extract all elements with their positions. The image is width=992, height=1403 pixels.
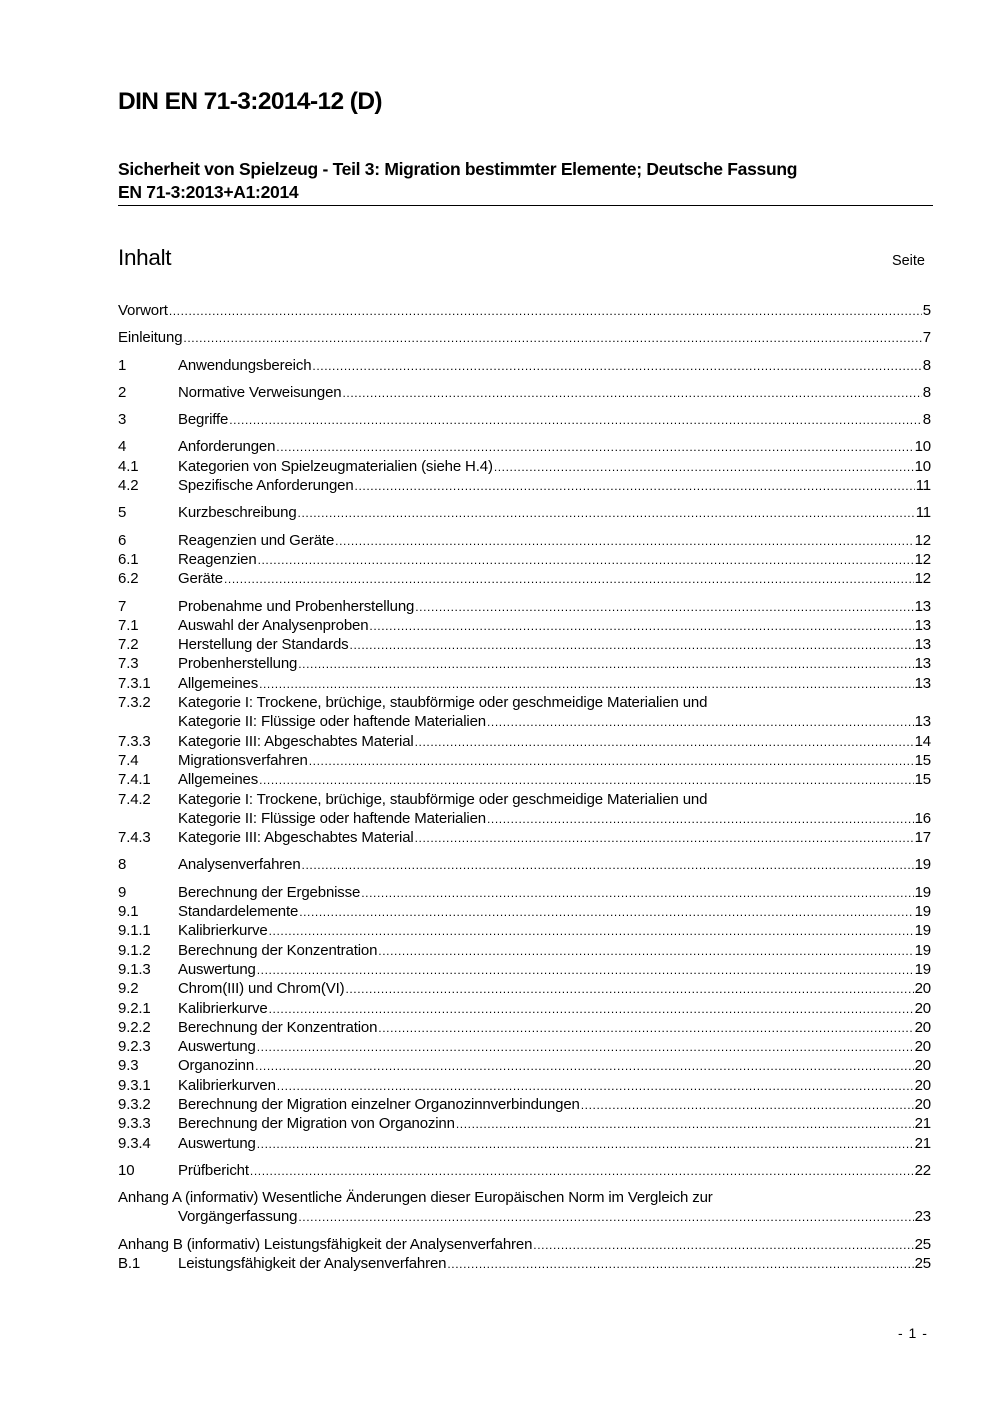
toc-entry-title: Standardelemente [178,903,299,921]
toc-entry[interactable] [118,855,931,874]
toc-leader-dots [299,902,913,922]
toc-entry-page: 20 [914,1038,931,1056]
toc-entry-page: 25 [914,1255,931,1273]
toc-entry-page: 8 [922,383,931,401]
toc-entry[interactable] [118,301,931,320]
toc-entry-title: Chrom(III) und Chrom(VI) [178,980,345,998]
toc-entry-title: Kategorien von Spielzeugmaterialien (siehe H.4) [178,457,493,475]
toc-entry[interactable] [118,1114,931,1133]
toc-leader-dots [257,1037,914,1057]
toc-entry[interactable] [118,550,931,569]
toc-entry-number: 4.1 [118,457,139,475]
toc-entry[interactable] [118,751,931,770]
toc-entry-page: 8 [922,356,931,374]
toc-entry[interactable] [118,1056,931,1075]
toc-entry-page: 15 [914,751,931,769]
toc-leader-dots [447,1254,913,1274]
toc-leader-dots [229,410,922,430]
toc-entry[interactable] [118,790,931,809]
toc-entry[interactable] [118,770,931,789]
toc-entry-number: 7.3.3 [118,732,151,750]
toc-entry-title-continuation: Kategorie II: Flüssige oder haftende Materialien [178,713,486,731]
toc-entry[interactable] [118,1076,931,1095]
toc-entry-title: Vorwort [118,302,168,319]
toc-entry-title: Kalibrierkurven [178,1076,276,1094]
toc-entry-number: 4 [118,438,127,456]
toc-leader-dots [259,674,914,694]
toc-entry-page: 5 [922,302,931,319]
toc-leader-dots [533,1235,913,1255]
toc-entry-number: 10 [118,1161,135,1179]
toc-leader-dots [335,531,913,551]
toc-entry-page: 19 [914,960,931,978]
toc-entry[interactable] [118,569,931,588]
toc-entry-page: 13 [914,597,931,615]
toc-heading: Inhalt [118,245,172,270]
toc-entry-title: Kurzbeschreibung [178,504,297,522]
toc-entry-number: 9.1 [118,903,139,921]
toc-entry-number: 9.1.2 [118,941,151,959]
toc-entry-title: Probenherstellung [178,655,298,673]
toc-leader-dots [277,1076,914,1096]
toc-entry-continuation[interactable] [118,712,931,731]
toc-entry-number: 7.3.1 [118,674,151,692]
table-of-contents [118,301,931,1273]
toc-entry-page: 19 [914,883,931,901]
toc-entry-title: Kalibrierkurve [178,999,268,1017]
toc-entry-title: Herstellung der Standards [178,636,349,654]
toc-entry[interactable] [118,531,931,550]
toc-entry-number: 7.1 [118,616,139,634]
toc-entry-number: 7.4 [118,751,139,769]
toc-entry-page: 10 [914,438,931,456]
toc-entry[interactable] [118,1095,931,1114]
toc-leader-dots [487,809,914,829]
toc-entry-title: Auswertung [178,1134,256,1152]
document-title: DIN EN 71-3:2014-12 (D) [118,88,382,115]
toc-entry-number: 3 [118,411,127,429]
toc-entry-number: 6 [118,531,127,549]
toc-leader-dots [276,437,913,457]
toc-entry[interactable] [118,503,931,522]
toc-entry-page: 12 [914,570,931,588]
toc-leader-dots [415,828,914,848]
toc-entry-title: Reagenzien und Geräte [178,531,335,549]
toc-entry-page: 25 [914,1235,931,1253]
toc-entry-title: Allgemeines [178,771,259,789]
toc-entry[interactable] [118,356,931,375]
toc-entry-number: 5 [118,504,127,522]
toc-entry-number: 9.3.2 [118,1095,151,1113]
toc-entry[interactable] [118,902,931,921]
toc-leader-dots [298,1207,913,1227]
toc-entry-page: 19 [914,922,931,940]
toc-entry-number: 9.2.2 [118,1018,151,1036]
toc-entry[interactable] [118,635,931,654]
toc-leader-dots [378,941,913,961]
toc-entry-page: 21 [914,1115,931,1133]
toc-entry-page: 20 [914,999,931,1017]
toc-entry-page: 13 [914,674,931,692]
toc-entry[interactable] [118,1134,931,1153]
toc-entry-title: Einleitung [118,329,183,347]
toc-entry-page: 19 [914,856,931,874]
toc-entry-title: Berechnung der Ergebnisse [178,883,361,901]
toc-entry-number: 7.4.3 [118,829,151,847]
toc-entry-title: Berechnung der Migration von Organozinn [178,1115,455,1133]
toc-leader-dots [257,960,914,980]
subtitle-line-2: EN 71-3:2013+A1:2014 [118,182,299,202]
toc-entry-title: Kategorie III: Abgeschabtes Material [178,829,414,847]
toc-leader-dots [183,328,921,348]
toc-leader-dots [456,1114,914,1134]
toc-entry-title: Begriffe [178,411,229,429]
toc-leader-dots [494,457,914,477]
toc-entry-number: 9.1.1 [118,922,151,940]
toc-entry-title: Probenahme und Probenherstellung [178,597,415,615]
toc-leader-dots [250,1161,914,1181]
toc-leader-dots [345,979,913,999]
toc-leader-dots [309,751,914,771]
toc-entry-continuation[interactable] [118,809,931,828]
toc-entry-page: 20 [914,980,931,998]
toc-entry-title: Prüfbericht [178,1161,249,1179]
toc-entry[interactable] [118,883,931,902]
toc-entry-page: 12 [914,531,931,549]
toc-entry[interactable] [118,616,931,635]
toc-entry-number: 6.1 [118,550,139,568]
toc-leader-dots [269,999,914,1019]
toc-entry-number: 7.2 [118,636,139,654]
toc-entry-number: 6.2 [118,570,139,588]
toc-entry[interactable] [118,476,931,495]
toc-leader-dots [581,1095,914,1115]
toc-entry-title: Normative Verweisungen [178,383,342,401]
toc-entry-page: 20 [914,1018,931,1036]
toc-entry-number: 7.4.2 [118,790,151,808]
toc-entry-continuation[interactable] [118,1207,931,1226]
toc-entry-title: Spezifische Anforderungen [178,477,354,495]
toc-entry-title: Migrationsverfahren [178,751,308,769]
toc-entry-title: Auswertung [178,960,256,978]
toc-entry[interactable] [118,1037,931,1056]
toc-entry-page: 20 [914,1057,931,1075]
toc-leader-dots [312,356,921,376]
subtitle-line-1: Sicherheit von Spielzeug - Teil 3: Migration bestimmter Elemente; Deutsche Fassung [118,159,798,179]
toc-entry-number: 9.3 [118,1057,139,1075]
toc-entry[interactable] [118,383,931,402]
toc-leader-dots [355,476,915,496]
toc-leader-dots [298,654,913,674]
toc-entry[interactable] [118,828,931,847]
toc-entry-number: 9.3.4 [118,1134,151,1152]
toc-entry-title: Auswahl der Analysenproben [178,616,369,634]
toc-leader-dots [298,503,915,523]
toc-entry-page: 13 [914,616,931,634]
toc-entry-title: Geräte [178,570,223,588]
toc-entry-title: Anforderungen [178,438,276,456]
toc-entry-title: Anhang A (informativ) Wesentliche Änderungen dieser Europäischen Norm im Vergleich zur [118,1189,713,1207]
toc-entry-title: Organozinn [178,1057,255,1075]
toc-entry-number: 9.2.1 [118,999,151,1017]
toc-entry[interactable] [118,1161,931,1180]
toc-entry-title-continuation: Vorgängerfassung [178,1208,298,1226]
toc-entry[interactable] [118,328,931,347]
toc-entry-title-continuation: Kategorie II: Flüssige oder haftende Materialien [178,809,486,827]
toc-entry[interactable] [118,732,931,751]
toc-entry[interactable] [118,1235,931,1254]
toc-entry-page: 7 [922,329,931,347]
toc-entry-number: 9.2.3 [118,1038,151,1056]
toc-entry-number: B.1 [118,1255,141,1273]
toc-entry-title: Berechnung der Konzentration [178,941,378,959]
toc-leader-dots [369,616,913,636]
toc-entry-number: 7.4.1 [118,771,151,789]
toc-entry[interactable] [118,960,931,979]
toc-entry-page: 22 [914,1161,931,1179]
toc-entry-number: 2 [118,383,127,401]
toc-entry-page: 19 [914,903,931,921]
toc-entry-title: Berechnung der Migration einzelner Organozinnverbindungen [178,1095,580,1113]
title-divider [118,205,933,206]
toc-entry-page: 11 [915,477,931,495]
toc-entry-number: 8 [118,856,127,874]
toc-entry-title: Anwendungsbereich [178,356,312,374]
toc-entry-page: 20 [914,1095,931,1113]
toc-entry-number: 7.3 [118,655,139,673]
toc-leader-dots [255,1056,914,1076]
toc-entry-page: 10 [914,457,931,475]
toc-entry-page: 15 [914,771,931,789]
toc-entry-number: 9.2 [118,980,139,998]
toc-leader-dots [257,1134,914,1154]
toc-entry-title: Analysenverfahren [178,856,301,874]
toc-entry-page: 17 [914,829,931,847]
document-subtitle [118,158,797,204]
toc-entry-title: Kategorie I: Trockene, brüchige, staubförmige oder geschmeidige Materialien und [178,694,708,712]
toc-entry-number: 9.3.1 [118,1076,151,1094]
toc-entry-title: Allgemeines [178,674,259,692]
toc-entry-page: 21 [914,1134,931,1152]
toc-entry-page: 13 [914,655,931,673]
toc-entry[interactable] [118,1018,931,1037]
toc-entry-number: 7 [118,597,127,615]
toc-entry-page: 12 [914,550,931,568]
toc-entry-page: 23 [914,1208,931,1226]
toc-entry-title: Berechnung der Konzentration [178,1018,378,1036]
toc-entry-title: Leistungsfähigkeit der Analysenverfahren [178,1255,447,1273]
toc-entry-title: Kalibrierkurve [178,922,268,940]
toc-entry-title: Anhang B (informativ) Leistungsfähigkeit der Analysenverfahren [118,1235,533,1253]
toc-entry-page: 13 [914,713,931,731]
toc-entry[interactable] [118,410,931,429]
toc-entry-number: 9.3.3 [118,1115,151,1133]
toc-entry[interactable] [118,693,931,712]
toc-entry[interactable] [118,437,931,456]
page-number: - 1 - [898,1325,928,1341]
toc-entry[interactable] [118,999,931,1018]
toc-leader-dots [342,383,921,403]
toc-entry[interactable] [118,674,931,693]
toc-leader-dots [258,550,914,570]
toc-leader-dots [361,883,913,903]
toc-entry-number: 4.2 [118,477,139,495]
toc-entry[interactable] [118,941,931,960]
toc-entry-number: 7.3.2 [118,694,151,712]
toc-leader-dots [269,921,914,941]
toc-entry-page: 16 [914,809,931,827]
toc-entry-page: 11 [915,504,931,522]
toc-entry-number: 9 [118,883,127,901]
toc-entry-title: Reagenzien [178,550,257,568]
toc-page-column-label: Seite [891,253,925,269]
toc-entry[interactable] [118,1188,931,1207]
toc-entry-number: 1 [118,356,127,374]
toc-entry[interactable] [118,597,931,616]
toc-entry-page: 8 [922,411,931,429]
toc-entry-title: Kategorie III: Abgeschabtes Material [178,732,414,750]
toc-entry[interactable] [118,654,931,673]
toc-entry[interactable] [118,1254,931,1273]
toc-entry-number: 9.1.3 [118,960,151,978]
toc-entry-page: 19 [914,941,931,959]
toc-entry[interactable] [118,921,931,940]
toc-entry-page: 13 [914,636,931,654]
toc-leader-dots [169,301,922,321]
toc-entry-page: 14 [914,732,931,750]
toc-entry-title: Kategorie I: Trockene, brüchige, staubförmige oder geschmeidige Materialien und [178,790,708,808]
toc-leader-dots [259,770,914,790]
toc-leader-dots [302,855,914,875]
toc-leader-dots [415,732,914,752]
toc-leader-dots [224,569,914,589]
toc-entry-title: Auswertung [178,1038,256,1056]
toc-leader-dots [487,712,914,732]
toc-entry-page: 20 [914,1076,931,1094]
toc-entry[interactable] [118,979,931,998]
toc-leader-dots [350,635,914,655]
toc-leader-dots [378,1018,913,1038]
toc-leader-dots [415,597,913,617]
toc-entry[interactable] [118,457,931,476]
